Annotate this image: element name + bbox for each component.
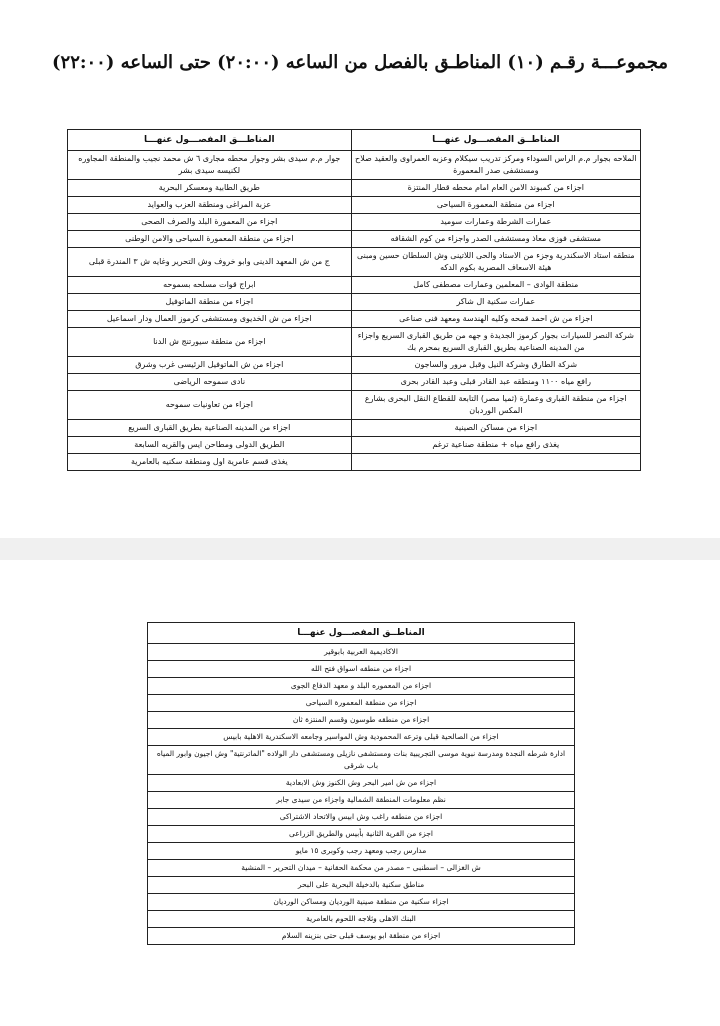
area-cell: البنك الاهلى وثلاجه اللحوم بالعامرية: [148, 911, 575, 928]
area-cell: اجزاء من منطقة ابو يوسف قبلى حتى بنزينه السلام: [148, 928, 575, 945]
table-header-row: [68, 130, 641, 151]
area-cell-left: ج من ش المعهد الدينى وابو خروف وش التحرير وغايه ش ٣ المندرة قبلى: [68, 248, 352, 277]
table-row: [68, 294, 641, 311]
area-cell-left: عزبة المراغى ومنطقة العزب والعوايد: [68, 197, 352, 214]
table-row: [68, 197, 641, 214]
area-cell-left: اجزاء من منطقة المعمورة السياحى والامن الوطنى: [68, 231, 352, 248]
table-row: [148, 928, 575, 945]
table-row: [148, 661, 575, 678]
area-cell-right: اجزاء من منطقة المعمورة السياحى: [351, 197, 640, 214]
table-row: [148, 911, 575, 928]
table-row: [148, 843, 575, 860]
table-row: [68, 328, 641, 357]
area-cell-left: ابراج قوات مسلحه بسموحه: [68, 277, 352, 294]
area-cell: اجزاء من الصالحية قبلى وترعه المحمودية وش المواسير وجامعه الاسكندرية الاهلية بابيس: [148, 729, 575, 746]
table-row: [68, 180, 641, 197]
area-cell: اجزاء من منطقه طوسون وقسم المنتزة ثان: [148, 712, 575, 729]
table-row: [68, 231, 641, 248]
area-cell-right: مستشفى فوزى معاذ ومستشفى الصدر واجزاء من كوم الشقافه: [351, 231, 640, 248]
page-title: مجموعـــة رقـم (١٠) المناطـق بالفصل من الساعه (٢٠:٠٠) حتى الساعه (٢٢:٠٠): [52, 52, 668, 73]
table-row: [68, 214, 641, 231]
table-row: [68, 437, 641, 454]
table-header-row: [148, 623, 575, 644]
area-cell-right: شركة الطارق وشركة النيل وقبل مرور والساجون: [351, 357, 640, 374]
table-row: [68, 311, 641, 328]
table-row: [148, 877, 575, 894]
area-cell: الاكاديمية العربية بابوقير: [148, 644, 575, 661]
area-cell-left: نادى سموحه الرياضى: [68, 374, 352, 391]
page-separator: [0, 538, 720, 560]
area-cell: اجزاء من ش امير البحر وش الكنوز وش الابعادية: [148, 775, 575, 792]
column-header: المناطــق المفصـــول عنهـــا: [148, 623, 575, 644]
area-cell-left: اجزاء من المدينه الصناعية بطريق القبارى السريع: [68, 420, 352, 437]
area-cell-right: اجزاء من ش احمد قمحه وكليه الهندسة ومعهد فنى صناعى: [351, 311, 640, 328]
area-cell-right: اجزاء من منطقة القبارى وعمارة (ثميا مصر) التابعة للقطاع النقل البحرى بشارع المكس الوردبان: [351, 391, 640, 420]
area-cell-right: منطقة الوادى – المعلمين وعمارات مصطفى كامل: [351, 277, 640, 294]
area-cell-left: اجزاء من منطقة الماتوفيل: [68, 294, 352, 311]
area-cell-right: اجزاء من مساكن الصينية: [351, 420, 640, 437]
area-cell-right: يغذى رافع مياه + منطقة صناعية ترغم: [351, 437, 640, 454]
area-cell-left: يغذى قسم عامرية اول ومنطقة سكنيه بالعامرية: [68, 454, 352, 471]
table-row: [148, 792, 575, 809]
area-cell-right: شركة النصر للسيارات بجوار كرموز الجديدة و جهه من طريق القبارى السريع واجزاء من المدينه الصناعية بطريق القبارى السريع بمحرم بك: [351, 328, 640, 357]
table-row: [148, 695, 575, 712]
table-row: [68, 454, 641, 471]
table-row: [148, 826, 575, 843]
table-row: [68, 248, 641, 277]
area-cell: ش الغزالى – اسطنبى – مصدر من محكمة الحقانية – ميدان التحرير – المنشية: [148, 860, 575, 877]
area-cell-right: منطقه استاد الاسكندرية وجزء من الاستاد والحى اللاتينى وش السلطان حسين ومبنى هيئة الاسعاف المصرية بكوم الدكه: [351, 248, 640, 277]
disconnection-table-single: [147, 622, 575, 945]
area-cell: اجزاء من منطقه اسواق فتح الله: [148, 661, 575, 678]
column-header-left: المناطـــق المفصـــول عنهـــا: [68, 130, 352, 151]
area-cell: اجزاء من منطقة المعمورة السياحى: [148, 695, 575, 712]
area-cell-left: اجزاء من المعمورة البلد والصرف الصحى: [68, 214, 352, 231]
area-cell: ادارة شرطه النجدة ومدرسة نبوية موسى التجريبية بنات ومستشفى نازيلى ومستشفى دار الولاده "الماترنتية" وش اجيون وابور المياه باب شرقى: [148, 746, 575, 775]
area-cell-left: اجزاء من ش الماتوفيل الرئيسى غرب وشرق: [68, 357, 352, 374]
area-cell-right: عمارات سكنية ال شاكر: [351, 294, 640, 311]
area-cell-left: اجزاء من تعاونيات سموحه: [68, 391, 352, 420]
table-row: [68, 374, 641, 391]
area-cell-left: الطريق الدولى ومطاحن ايس والقريه السابعة: [68, 437, 352, 454]
area-cell: نظم معلومات المنطقة الشمالية واجزاء من سيدى جابر: [148, 792, 575, 809]
area-cell-left: اجزاء من منطقة سيورتنج ش الدنا: [68, 328, 352, 357]
column-header-right: المناطــق المفصـــول عنهـــا: [351, 130, 640, 151]
table-row: [148, 775, 575, 792]
table-row: [148, 678, 575, 695]
area-cell-left: طريق الطابية ومعسكر البحرية: [68, 180, 352, 197]
table-row: [148, 712, 575, 729]
table-row: [148, 729, 575, 746]
table-row: [148, 894, 575, 911]
table-row: [68, 277, 641, 294]
area-cell-right: اجزاء من كمبوند الامن العام امام محطه قطار المنتزة: [351, 180, 640, 197]
area-cell: اجزاء سكنية من منطقة صينية الورديان ومساكن الورديان: [148, 894, 575, 911]
area-cell-left: جوار م.م سيدى بشر وجوار محطه مجارى ٦ ش محمد نجيب والمنطقة المجاوره لكنيسه سيدى بشر: [68, 151, 352, 180]
table-row: [148, 860, 575, 877]
area-cell: اجزء من القرية الثانية بأبيس والطريق الزراعى: [148, 826, 575, 843]
area-cell-right: رافع مياه ١١٠٠ ومنطقه عبد القادر قبلى وعبد القادر بحرى: [351, 374, 640, 391]
table-row: [68, 357, 641, 374]
table-row: [148, 644, 575, 661]
area-cell-left: اجزاء من ش الخديوى ومستشفى كرموز العمال ودار اسماعيل: [68, 311, 352, 328]
table-row: [68, 391, 641, 420]
area-cell-right: الملاحه بجوار م.م الراس السوداء ومركز تدريب سيكلام وعزبه العمراوى والعقيد صلاح ومستشفى صدر المعمورة: [351, 151, 640, 180]
disconnection-table-evening: [67, 129, 641, 471]
table-row: [148, 746, 575, 775]
table-row: [148, 809, 575, 826]
area-cell: اجزاء من منطقه راغب وش ابيس والاتحاد الاشتراكى: [148, 809, 575, 826]
area-cell: اجزاء من المعموره البلد و معهد الدفاع الجوى: [148, 678, 575, 695]
area-cell: مناطق سكنية بالدخيلة البحرية على البحر: [148, 877, 575, 894]
table-row: [68, 151, 641, 180]
area-cell-right: عمارات الشرطة وعمارات سوميد: [351, 214, 640, 231]
table-row: [68, 420, 641, 437]
area-cell: مدارس رجب ومعهد رجب وكوبرى ١٥ مايو: [148, 843, 575, 860]
area-cell-right: [351, 454, 640, 471]
